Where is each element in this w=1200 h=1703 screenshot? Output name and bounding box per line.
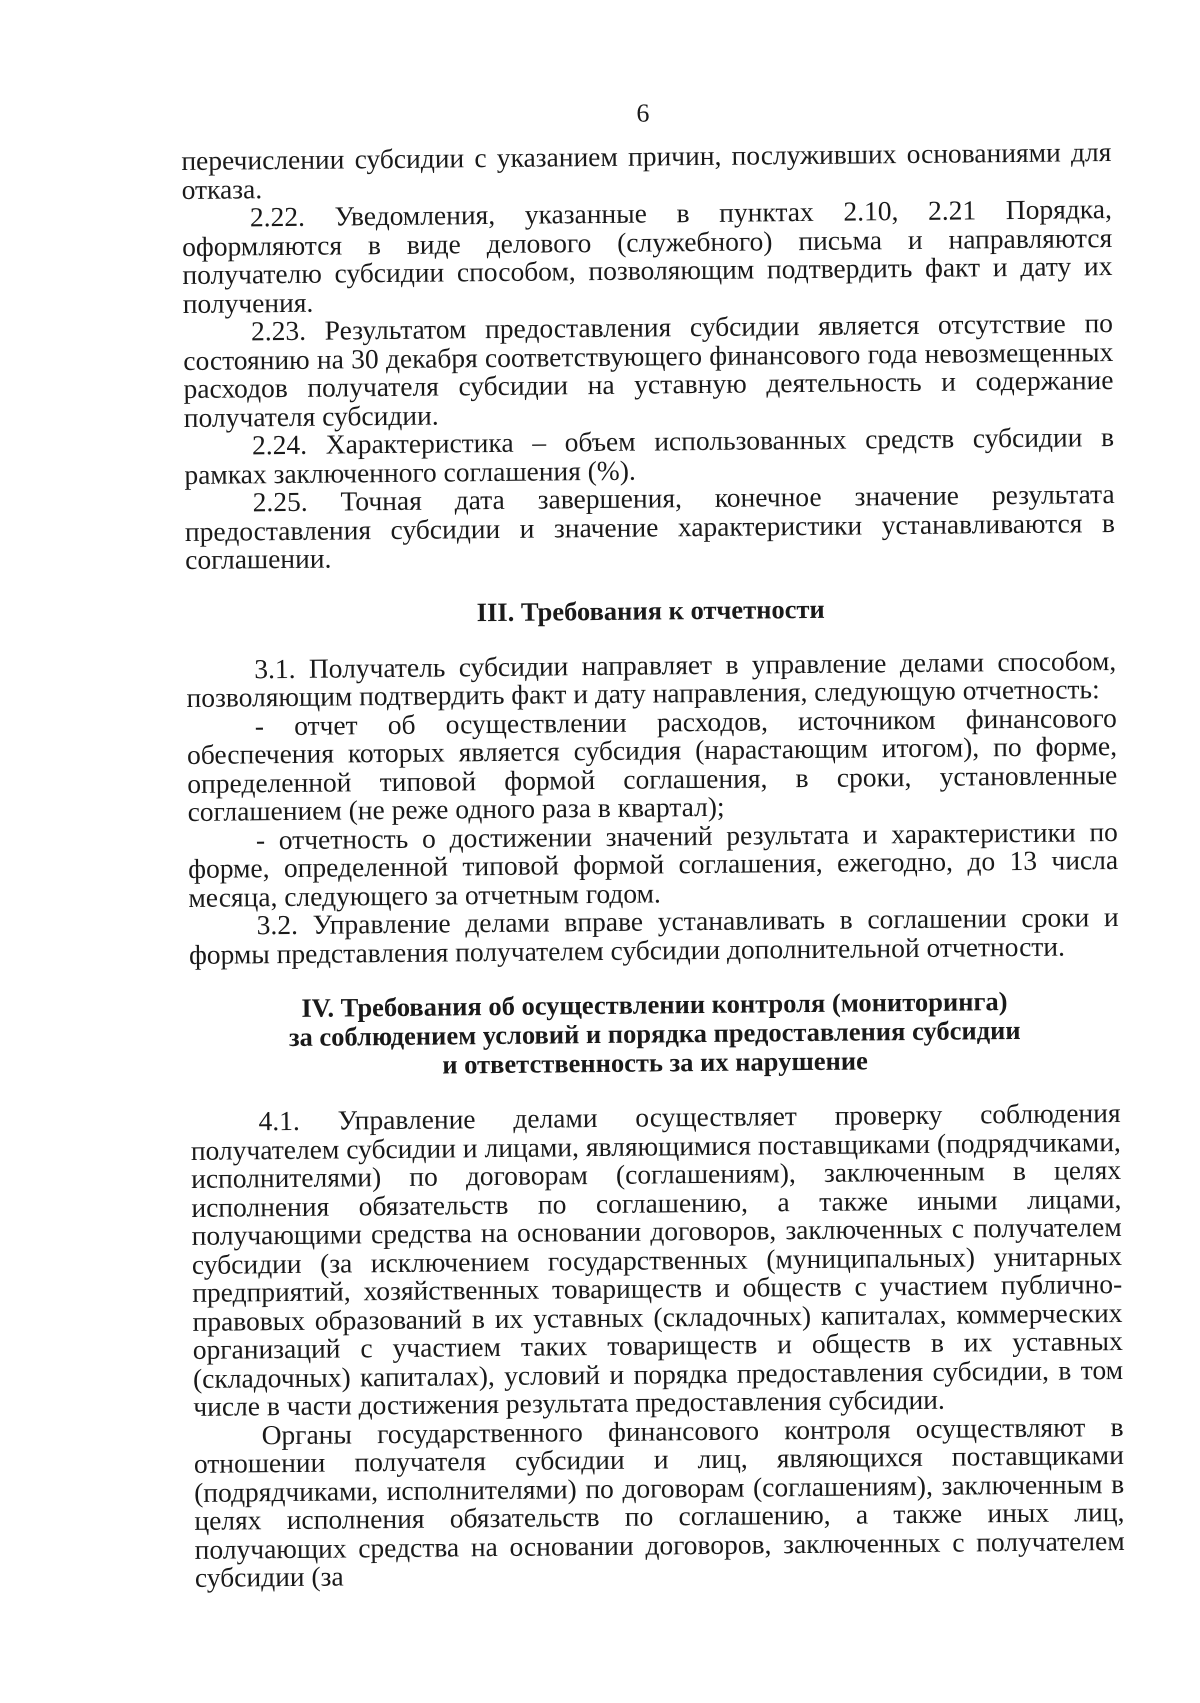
- paragraph-3-1: 3.1. Получатель субсидии направляет в управление делами способом, позволяющим подтвердить факт и дату направления, следующую отчетность:: [186, 644, 1117, 713]
- page-number: 6: [636, 98, 650, 128]
- paragraph-3-2: 3.2. Управление делами вправе устанавливать в соглашении сроки и формы представления получателем субсидии дополнительной отчетности.: [188, 901, 1119, 970]
- paragraph-financial-control: Органы государственного финансового контроля осуществляют в отношении получателя субсидии и лиц, являющихся поставщиками (подрядчиками, исполнителями) по договорам (соглашениям), заключенным в целях исполнения обязательств по соглашению, а также иных лиц, получающих средства на основании договоров, заключенных с получателем субсидии (за: [193, 1410, 1125, 1593]
- paragraph-continuation: перечислении субсидии с указанием причин, послуживших основаниями для отказа.: [181, 136, 1112, 205]
- paragraph-2-22: 2.22. Уведомления, указанные в пунктах 2.10, 2.21 Порядка, оформляются в виде делового (служебного) письма и направляются получателю субсидии способом, позволяющим подтвердить факт и дату их получения.: [182, 193, 1113, 319]
- paragraph-4-1: 4.1. Управление делами осуществляет проверку соблюдения получателем субсидии и лицами, являющимися поставщиками (подрядчиками, исполнителями) по договорам (соглашениям), заключенным в целях исполнения обязательств по соглашению, а также иными лицами, получающими средства на основании договоров, заключенных с получателем субсидии (за исключением государственных (муниципальных) унитарных предприятий, хозяйственных товариществ и обществ с участием публично-правовых образований в их уставных (складочных) капиталах, коммерческих организаций с участием таких товариществ и обществ в их уставных (складочных) капиталах), условий и порядка предоставления субсидии, в том числе в части достижения результата предоставления субсидии.: [190, 1097, 1124, 1422]
- section-4-heading: [189, 986, 1120, 1082]
- paragraph-2-23: 2.23. Результатом предоставления субсидии является отсутствие по состоянию на 30 декабря соответствующего финансового года невозмещенных расходов получателя субсидии на уставную деятельность и содержание получателя субсидии.: [183, 307, 1114, 433]
- section-3-heading: III. Требования к отчетности: [476, 593, 825, 627]
- section-4-heading-line: и ответственность за их нарушение: [442, 1045, 868, 1080]
- section-4-heading-line: IV. Требования об осуществлении контроля (мониторинга): [301, 986, 1008, 1023]
- section-4-heading-line: за соблюдением условий и порядка предоставления субсидии: [288, 1014, 1021, 1052]
- list-item-report-results: - отчетность о достижении значений результата и характеристики по форме, определенной типовой формой соглашения, ежегодно, до 13 числа месяца, следующего за отчетным годом.: [188, 815, 1119, 913]
- paragraph-2-25: 2.25. Точная дата завершения, конечное значение результата предоставления субсидии и значение характеристики устанавливаются в соглашении.: [184, 478, 1116, 575]
- list-item-report-expenses: - отчет об осуществлении расходов, источником финансового обеспечения которых является субсидия (нарастающим итогом), по форме, определенной типовой формой соглашения, в сроки, установленные соглашением (не реже одного раза в квартал);: [186, 701, 1118, 827]
- paragraph-2-24: 2.24. Характеристика – объем использованных средств субсидии в рамках заключенного соглашения (%).: [184, 421, 1115, 490]
- document-body: [181, 138, 1125, 1592]
